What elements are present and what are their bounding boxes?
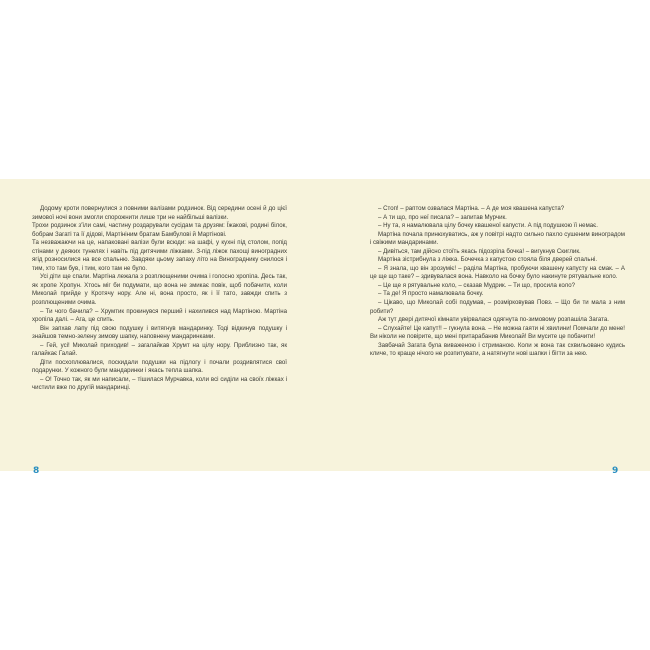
paragraph: – Цікаво, що Миколай собі подумав, – розмірковував Повз. – Що би ти мала з ним робити? <box>370 299 625 315</box>
paragraph: Та незважаючи на це, напаковані валізи були всюди: на шафі, у кухні під столом, попід стінами у деяких тунелях і навіть під дитячими ліжками. З-під ліжок пахощі виноградних ягід розносилися на все спальню. Завдяки цьому запаху літо на Винограднику снилося і тим, хто там був, і тим, кого там не було. <box>32 239 287 272</box>
page-number-left: 8 <box>33 466 40 476</box>
paragraph: – Слухайте! Це капут!! – гукнула вона. – Не можна гаяти ні хвилини! Помчали до мене! Ви ніколи не повірите, що мені притарабанив Миколай! Ви мусите це побачити! <box>370 324 625 341</box>
paragraph: Аж тут двері дитячої кімнати увірвалася одягнута по-зимовому розпашіла Загата. <box>378 316 609 324</box>
paragraph: – Гей, усі! Миколай приходив! – загалайкав Хрумт на цілу нору. Приблизно так, як галайкає Галай. <box>32 341 287 358</box>
paragraph: Додому кроти повернулися з повними валізами родзинок. Від середини осені й до цієї зимової ночі вони змогли спорожнити лише три не найбільші валізки. <box>32 205 287 221</box>
paragraph: – Дивіться, там дійсно стоїть якась підозріла бочка! – вигукнув Скиглик. <box>378 247 581 255</box>
paragraph: – Ну та, я намалювала цілу бочку квашеної капусти. А під подушкою її немає. <box>378 222 598 230</box>
paragraph: Усі діти ще спали. Мартіна лежала з розплющеними очима і голосно хропіла. Десь так, як хропе Хропун. Хтось міг би подумати, що вона не змикає повік, щоб побачити, коли Миколай прийде у Кротячу нору. Але ні, вона просто, як і її тато, завжди спить з розплющеними очима. <box>32 273 287 307</box>
paragraph: – А ти що, про неї писала? – запитав Мурчик. <box>378 213 507 221</box>
paragraph: Завбачай Загата була виваженою і стриманою. Коли ж вона так схвильовано кудись кличе, то краще нічого не розпитувати, а натягнути нові шапки і бігти за нею. <box>370 341 625 358</box>
paragraph: – Це ще я рятувальне коло, – сказав Мудрик. – Ти що, просила коло? <box>378 281 576 289</box>
page-number-right: 9 <box>612 466 619 476</box>
paragraph: Мартіна зістрибнула з ліжка. Бочечка з капустою стояла біля дверей спальні. <box>378 256 598 264</box>
right-page-text <box>370 205 625 359</box>
paragraph: – Стоп! – раптом озвалася Мартіна. – А де моя квашена капуста? <box>378 205 565 212</box>
paragraph: – О! Точно так, як ми написали, – тішилася Мурчавка, коли всі сиділи на своїх ліжках і чистили вже по другій мандаринці. <box>32 375 287 392</box>
paragraph: – Я знала, що він зрозуміє! – раділа Мартіна, пробуючи квашену капусту на смак. – А це ще що таке? – здивувалася вона. Навколо на бочку було накинуте рятувальне коло. <box>370 264 625 281</box>
left-page-text <box>32 205 287 393</box>
paragraph: Діти посхоплювалися, поскидали подушки на підлогу і почали роздивлятися свої подарунки. У кожного були мандаринки і якась тепла шапка. <box>32 358 287 375</box>
paragraph: Мартіна почала принюхуватись, аж у повітрі надто сильно пахло сушеним виноградом і свіжими мандаринами. <box>370 230 625 247</box>
paragraph: Трохи родзинок з'їли самі, частину роздарували сусідам та друзям: Їжакові, родині білок, бобрам Загаті та її дідові, Мартініним братам Бамбулові й Мартінові. <box>32 222 287 238</box>
paragraph: – Та де! Я просто намалювала бочку. <box>378 290 484 298</box>
paragraph: Він запхав лапу під свою подушку і витягнув мандаринку. Тоді відкинув подушку і знайшов темно-зелену зимову шапку, наповнену мандаринками. <box>32 324 287 341</box>
paragraph: – Ти чого бачила? – Хрумтик прокинувся перший і нахилився над Мартіною. Мартіна хропіла далі. – Ага, це спить. <box>32 307 287 324</box>
